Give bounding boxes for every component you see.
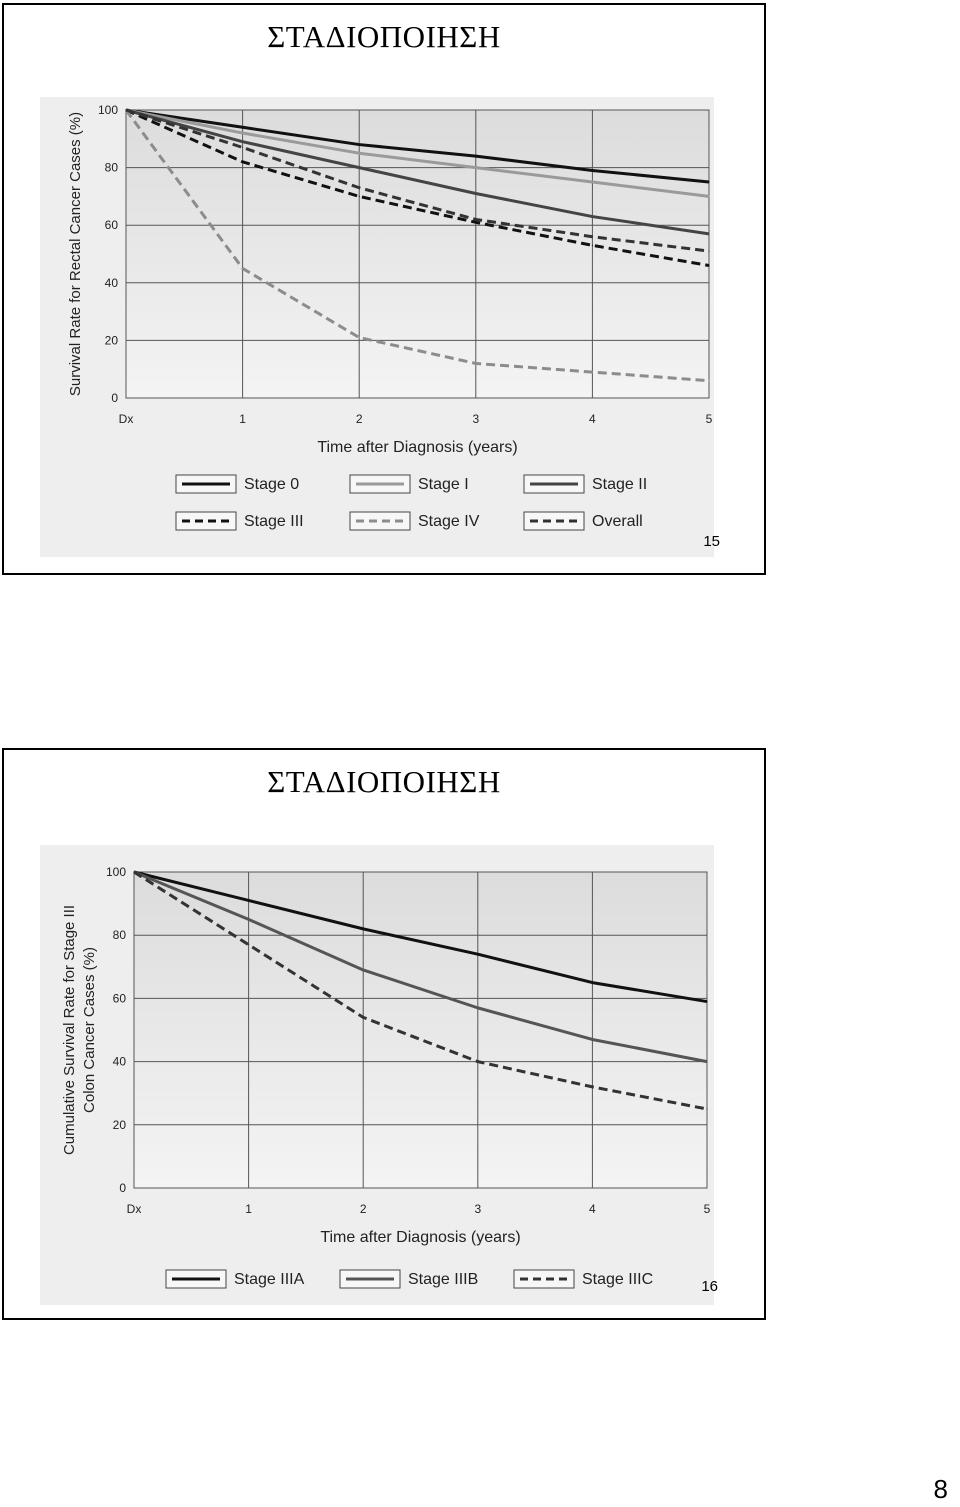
- x-axis-label: Time after Diagnosis (years): [320, 1229, 521, 1246]
- rectal-cancer-survival-chart: [4, 5, 764, 573]
- x-tick-label: 1: [239, 412, 246, 426]
- stage-iii-colon-survival-chart: [4, 750, 764, 1318]
- data-point-stage-i: [592, 181, 593, 182]
- data-point-stage-0: [475, 155, 476, 156]
- data-point-stage-iv: [359, 337, 360, 338]
- data-point-stage-ii: [359, 167, 360, 168]
- data-point-stage-iiia: [706, 1001, 707, 1002]
- y-axis-label: Cumulative Survival Rate for Stage III: [61, 904, 78, 1156]
- data-point-stage-iii: [359, 196, 360, 197]
- data-point-stage-iiia: [592, 982, 593, 983]
- legend-label: Stage IIIB: [408, 1271, 479, 1288]
- slide-title: ΣΤΑΔΙΟΠΟΙΗΣΗ: [267, 764, 501, 799]
- data-point-overall: [125, 109, 126, 110]
- legend-label: Stage IIIC: [582, 1271, 654, 1288]
- legend-label: Stage IIIA: [234, 1271, 305, 1288]
- data-point-overall: [708, 251, 709, 252]
- x-tick-label: Dx: [118, 412, 134, 426]
- legend-label: Stage I: [418, 476, 469, 493]
- y-tick-label: 0: [119, 1181, 126, 1195]
- data-point-stage-ii: [475, 193, 476, 194]
- slide-number: 15: [703, 533, 720, 550]
- data-point-stage-iiic: [477, 1061, 478, 1062]
- y-tick-label: 0: [111, 391, 118, 405]
- data-point-stage-iiib: [706, 1061, 707, 1062]
- plot-area: [134, 872, 707, 1188]
- data-point-stage-iii: [592, 245, 593, 246]
- data-point-stage-iii: [708, 265, 709, 266]
- data-point-stage-iv: [592, 371, 593, 372]
- data-point-stage-i: [359, 153, 360, 154]
- data-point-overall: [359, 187, 360, 188]
- data-point-stage-iiia: [477, 954, 478, 955]
- data-point-stage-ii: [242, 141, 243, 142]
- data-point-stage-iiib: [248, 919, 249, 920]
- x-tick-label: 3: [472, 412, 480, 426]
- y-tick-label: 60: [112, 991, 126, 1006]
- data-point-stage-iv: [242, 268, 243, 269]
- plot-area: [126, 110, 709, 398]
- y-tick-label: 40: [112, 1054, 126, 1069]
- data-point-overall: [475, 219, 476, 220]
- data-point-stage-iiia: [248, 900, 249, 901]
- slide-title: ΣΤΑΔΙΟΠΟΙΗΣΗ: [267, 19, 501, 54]
- x-axis-label: Time after Diagnosis (years): [317, 439, 518, 456]
- legend-label: Stage 0: [244, 476, 300, 493]
- x-tick-label: Dx: [126, 1202, 142, 1216]
- data-point-stage-ii: [708, 233, 709, 234]
- x-tick-label: 5: [703, 1202, 711, 1216]
- y-tick-label: 20: [112, 1117, 126, 1132]
- data-point-overall: [242, 147, 243, 148]
- data-point-stage-0: [242, 127, 243, 128]
- y-tick-label: 80: [112, 928, 126, 943]
- legend-label: Stage II: [592, 476, 648, 493]
- data-point-stage-iiic: [363, 1017, 364, 1018]
- x-tick-label: 1: [245, 1202, 252, 1216]
- data-point-stage-0: [708, 181, 709, 182]
- y-axis-label: Colon Cancer Cases (%): [81, 947, 98, 1113]
- legend-label: Stage III: [244, 513, 304, 530]
- data-point-stage-i: [242, 132, 243, 133]
- data-point-stage-iv: [475, 363, 476, 364]
- y-tick-label: 40: [104, 275, 118, 290]
- data-point-stage-iiic: [706, 1108, 707, 1109]
- data-point-stage-0: [592, 170, 593, 171]
- data-point-stage-iii: [475, 222, 476, 223]
- slide-16: [2, 748, 766, 1320]
- data-point-stage-iv: [708, 380, 709, 381]
- x-tick-label: 4: [589, 412, 596, 426]
- data-point-stage-ii: [592, 216, 593, 217]
- data-point-stage-iiib: [363, 969, 364, 970]
- x-tick-label: 3: [474, 1202, 482, 1216]
- y-tick-label: 20: [104, 333, 118, 348]
- page-number: 8: [933, 1474, 948, 1504]
- data-point-stage-iiib: [592, 1039, 593, 1040]
- x-tick-label: 4: [589, 1202, 596, 1216]
- legend-label: Stage IV: [418, 513, 480, 530]
- x-tick-label: 5: [705, 412, 713, 426]
- data-point-stage-iiic: [248, 944, 249, 945]
- data-point-stage-0: [359, 144, 360, 145]
- x-tick-label: 2: [355, 412, 363, 426]
- data-point-stage-i: [708, 196, 709, 197]
- data-point-stage-iii: [242, 161, 243, 162]
- y-tick-label: 100: [97, 103, 118, 117]
- slide-15: [2, 3, 766, 575]
- y-axis-label: Survival Rate for Rectal Cancer Cases (%): [67, 111, 84, 397]
- data-point-stage-iiia: [363, 928, 364, 929]
- data-point-stage-iiic: [592, 1086, 593, 1087]
- legend-label: Overall: [592, 513, 643, 530]
- data-point-stage-i: [475, 167, 476, 168]
- data-point-stage-iiib: [477, 1007, 478, 1008]
- data-point-stage-iiic: [133, 871, 134, 872]
- data-point-overall: [592, 236, 593, 237]
- slide-number: 16: [701, 1278, 718, 1295]
- y-tick-label: 60: [104, 218, 118, 233]
- y-tick-label: 100: [105, 865, 126, 879]
- x-tick-label: 2: [359, 1202, 367, 1216]
- y-tick-label: 80: [104, 160, 118, 175]
